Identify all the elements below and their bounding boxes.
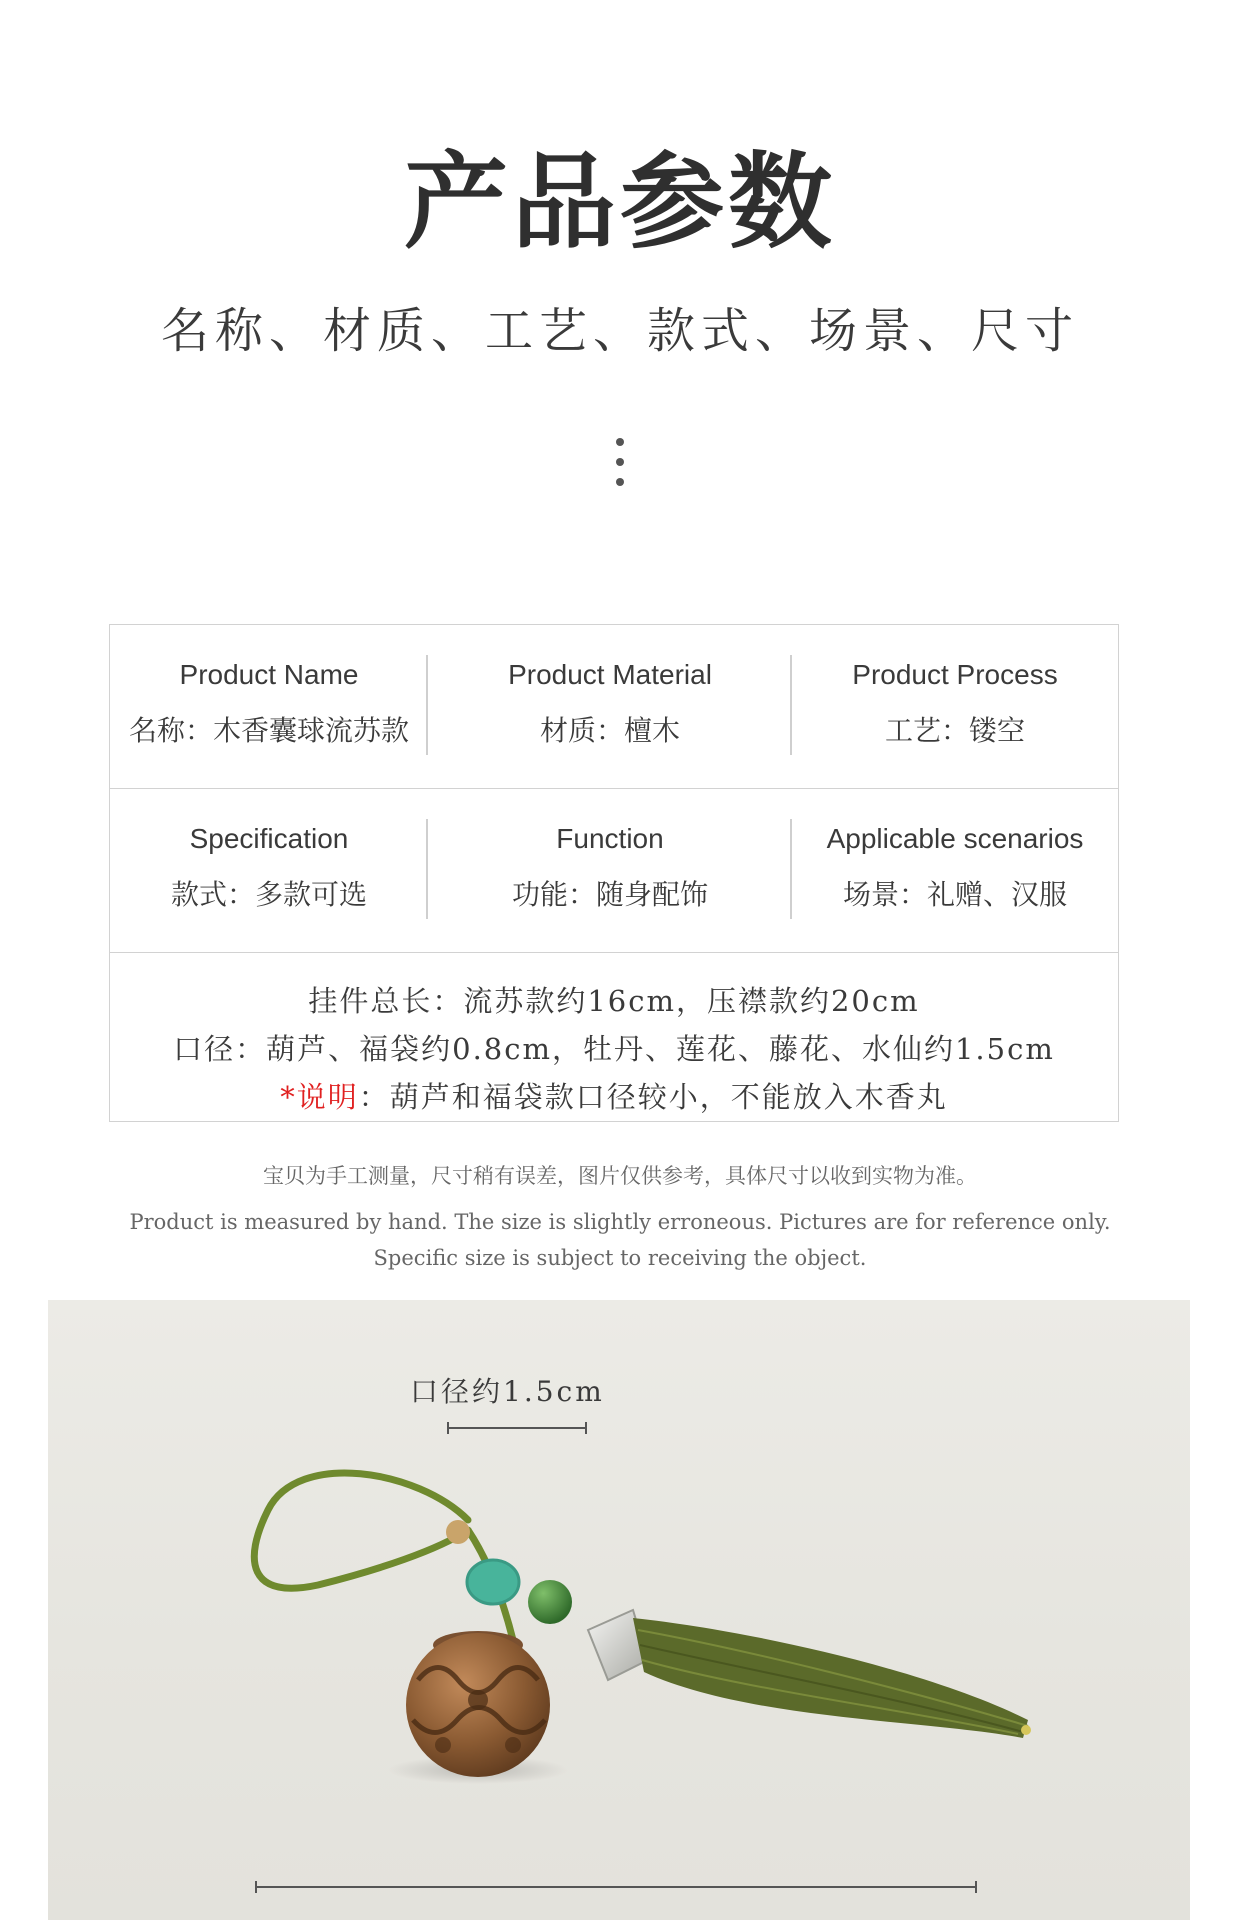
spec-label-en: Product Process: [852, 659, 1058, 690]
spec-row: [110, 789, 1118, 953]
spec-label-en: Applicable scenarios: [826, 823, 1084, 854]
spec-value-cn: 场景：礼赠、汉服: [842, 878, 1067, 911]
tassel-pendant-illustration: [48, 1300, 1190, 1920]
turquoise-bead: [467, 1560, 519, 1604]
spec-label-en: Function: [556, 823, 664, 854]
spec-cell-material: [428, 625, 792, 788]
dimension-marker: [448, 1422, 586, 1434]
page-subtitle: 名称、材质、工艺、款式、场景、尺寸: [160, 303, 1079, 359]
vertical-ellipsis-icon: [612, 432, 628, 492]
note-text: ：葫芦和福袋款口径较小，不能放入木香丸: [358, 1080, 948, 1114]
spec-cell-scenarios: [792, 789, 1118, 952]
spec-value-cn: 工艺：镂空: [884, 714, 1025, 747]
spec-row: [110, 625, 1118, 789]
caution-note: [110, 1075, 1118, 1116]
disclaimer-en-line2: Specific size is subject to receiving the object.: [373, 1246, 867, 1270]
diameter-note: 口径：葫芦、福袋约0.8cm，牡丹、莲花、藤花、水仙约1.5cm: [173, 1032, 1055, 1066]
spec-value-cn: 材质：檀木: [539, 714, 680, 747]
spec-table: [109, 624, 1119, 1122]
spec-label-en: Product Material: [508, 659, 712, 690]
disclaimer-cn: 宝贝为手工测量，尺寸稍有误差，图片仅供参考，具体尺寸以收到实物为准。: [263, 1164, 977, 1188]
spec-cell-specification: [110, 789, 428, 952]
page-title: 产品参数: [403, 140, 836, 263]
length-marker: [256, 1881, 976, 1893]
spec-value-cn: 款式：多款可选: [170, 878, 367, 911]
spec-cell-process: [792, 625, 1118, 788]
note-marker: *说明: [280, 1080, 359, 1114]
tassel: [588, 1610, 1031, 1738]
product-photo: [48, 1300, 1190, 1920]
spec-label-en: Product Name: [179, 659, 359, 690]
small-bead: [446, 1520, 470, 1544]
jade-bead: [528, 1580, 572, 1624]
dimension-label: 口径约1.5cm: [410, 1375, 605, 1408]
cord-loop: [254, 1473, 468, 1588]
spec-cell-function: [428, 789, 792, 952]
disclaimer-en-line1: Product is measured by hand. The size is slightly erroneous. Pictures are for reference only.: [129, 1210, 1111, 1234]
spec-cell-name: [110, 625, 428, 788]
wooden-ball: [406, 1631, 550, 1777]
spec-value-cn: 功能：随身配饰: [511, 878, 708, 911]
spec-notes: [110, 953, 1118, 1123]
spec-value-cn: 名称：木香囊球流苏款: [128, 714, 409, 747]
spec-label-en: Specification: [189, 823, 349, 854]
length-note: 挂件总长：流苏款约16cm，压襟款约20cm: [308, 984, 920, 1018]
